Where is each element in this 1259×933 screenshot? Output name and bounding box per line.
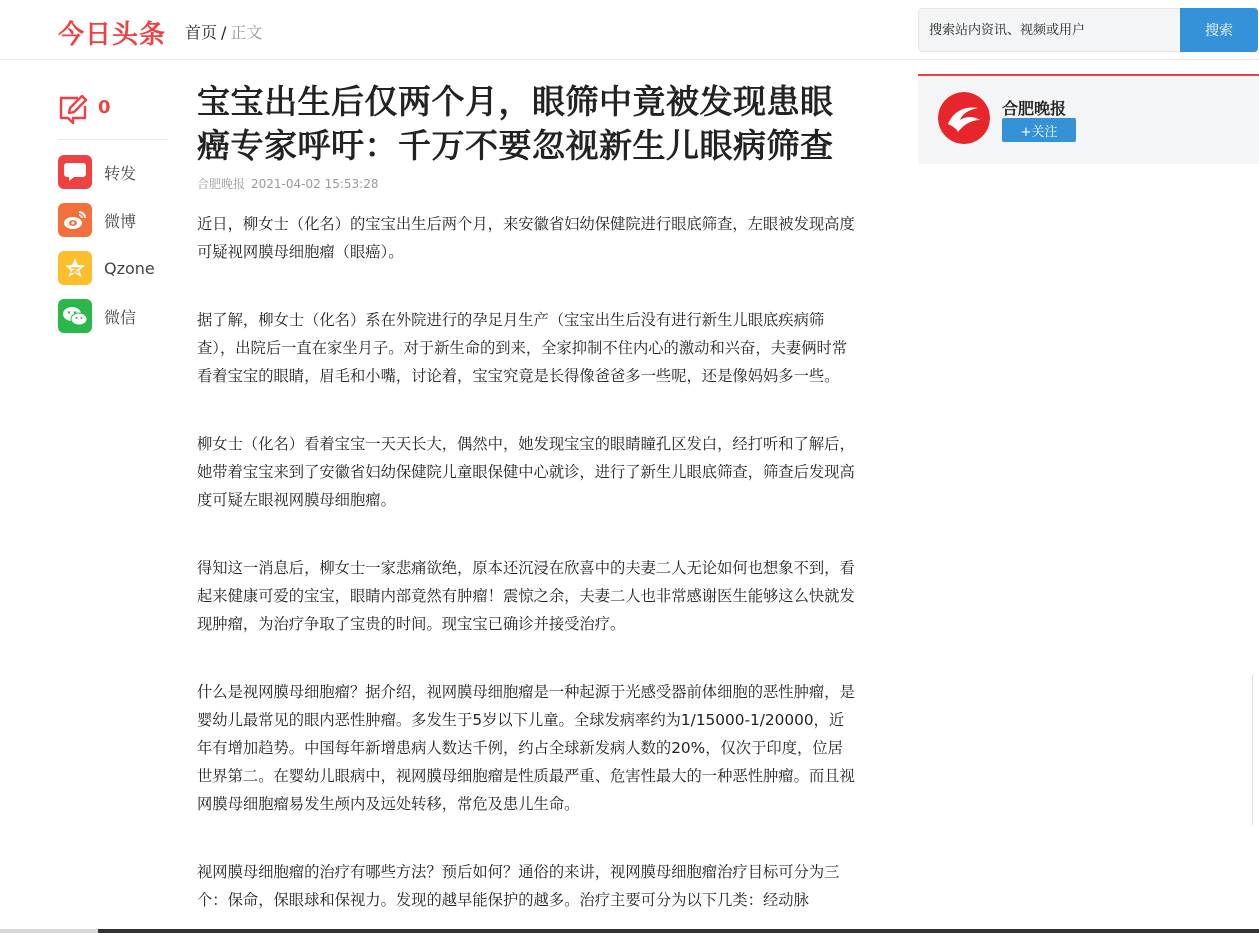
scroll-indicator bbox=[1252, 675, 1259, 825]
article-source[interactable]: 合肥晚报 bbox=[197, 177, 246, 191]
left-divider bbox=[58, 139, 168, 140]
repost-icon bbox=[58, 155, 92, 189]
article-title: 宝宝出生后仅两个月，眼筛中竟被发现患眼癌专家呼吁：千万不要忽视新生儿眼病筛查 bbox=[197, 82, 834, 165]
article-paragraph: 得知这一消息后，柳女士一家悲痛欲绝，原本还沉浸在欣喜中的夫妻二人无论如何也想象不到，看起来健康可爱的宝宝，眼睛内部竟然有肿瘤！震惊之余，夫妻二人也非常感谢医生能够这么快就发现肿瘤，为治疗争取了宝贵的时间。现宝宝已确诊并接受治疗。 bbox=[197, 559, 855, 633]
breadcrumb-separator: / bbox=[221, 23, 227, 42]
search-box bbox=[918, 8, 1257, 52]
author-name[interactable]: 合肥晚报 bbox=[1002, 99, 1067, 118]
author-card bbox=[918, 74, 1259, 164]
share-wechat-button[interactable] bbox=[58, 299, 136, 333]
wechat-icon bbox=[58, 299, 92, 333]
breadcrumb-home-link[interactable]: 首页 bbox=[185, 23, 218, 42]
share-qzone-button[interactable] bbox=[58, 251, 155, 285]
toutiao-logo[interactable]: 今日头条 bbox=[58, 20, 167, 50]
article-paragraph: 视网膜母细胞瘤的治疗有哪些方法？预后如何？通俗的来讲，视网膜母细胞瘤治疗目标可分为三个：保命，保眼球和保视力。发现的越早能保护的越多。治疗主要可分为以下几类：经动脉 bbox=[197, 863, 840, 909]
follow-button[interactable]: +关注 bbox=[1002, 118, 1076, 142]
article-paragraph: 据了解，柳女士（化名）系在外院进行的孕足月生产（宝宝出生后没有进行新生儿眼底疾病筛查），出院后一直在家坐月子。对于新生命的到来，全家抑制不住内心的激动和兴奋，夫妻俩时常看着宝宝的眼睛，眉毛和小嘴，讨论着，宝宝究竟是长得像爸爸多一些呢，还是像妈妈多一些。 bbox=[197, 311, 848, 385]
article-body bbox=[197, 210, 855, 933]
share-label-qzone: Qzone bbox=[104, 258, 155, 278]
breadcrumb bbox=[185, 20, 262, 43]
article-paragraph: 近日，柳女士（化名）的宝宝出生后两个月，来安徽省妇幼保健院进行眼底筛查，左眼被发现高度可疑视网膜母细胞瘤（眼癌）。 bbox=[197, 215, 855, 261]
search-button[interactable]: 搜索 bbox=[1180, 8, 1258, 52]
search-input[interactable] bbox=[919, 9, 1181, 51]
article-paragraph: 柳女士（化名）看着宝宝一天天长大，偶然中，她发现宝宝的眼睛瞳孔区发白，经打听和了解后，她带着宝宝来到了安徽省妇幼保健院儿童眼保健中心就诊，进行了新生儿眼底筛查，筛查后发现高度可疑左眼视网膜母细胞瘤。 bbox=[197, 435, 855, 509]
qzone-icon bbox=[58, 251, 92, 285]
share-weibo-button[interactable] bbox=[58, 203, 136, 237]
share-label-wechat: 微信 bbox=[104, 307, 137, 327]
comment-count: 0 bbox=[98, 96, 111, 118]
bottom-strip bbox=[98, 929, 1259, 933]
article-meta bbox=[197, 175, 378, 192]
top-nav-bar bbox=[0, 0, 1259, 60]
bottom-strip-left bbox=[0, 929, 98, 933]
weibo-icon bbox=[58, 203, 92, 237]
breadcrumb-current: 正文 bbox=[230, 23, 263, 42]
comment-edit-icon bbox=[58, 92, 90, 128]
share-repost-button[interactable] bbox=[58, 155, 136, 189]
share-label-weibo: 微博 bbox=[104, 211, 137, 231]
article-time: 2021-04-02 15:53:28 bbox=[251, 177, 379, 191]
author-avatar[interactable] bbox=[938, 92, 990, 144]
share-label-repost: 转发 bbox=[104, 163, 137, 183]
article-paragraph: 什么是视网膜母细胞瘤？据介绍，视网膜母细胞瘤是一种起源于光感受器前体细胞的恶性肿瘤，是婴幼儿最常见的眼内恶性肿瘤。多发生于5岁以下儿童。全球发病率约为1/15000-1/20000，近年有增加趋势。中国每年新增患病人数达千例，约占全球新发病人数的20%，仅次于印度，位居世界第二。在婴幼儿眼病中，视网膜母细胞瘤是性质最严重、危害性最大的一种恶性肿瘤。而且视网膜母细胞瘤易发生颅内及远处转移，常危及患儿生命。 bbox=[197, 683, 855, 813]
comment-button[interactable] bbox=[58, 92, 111, 128]
